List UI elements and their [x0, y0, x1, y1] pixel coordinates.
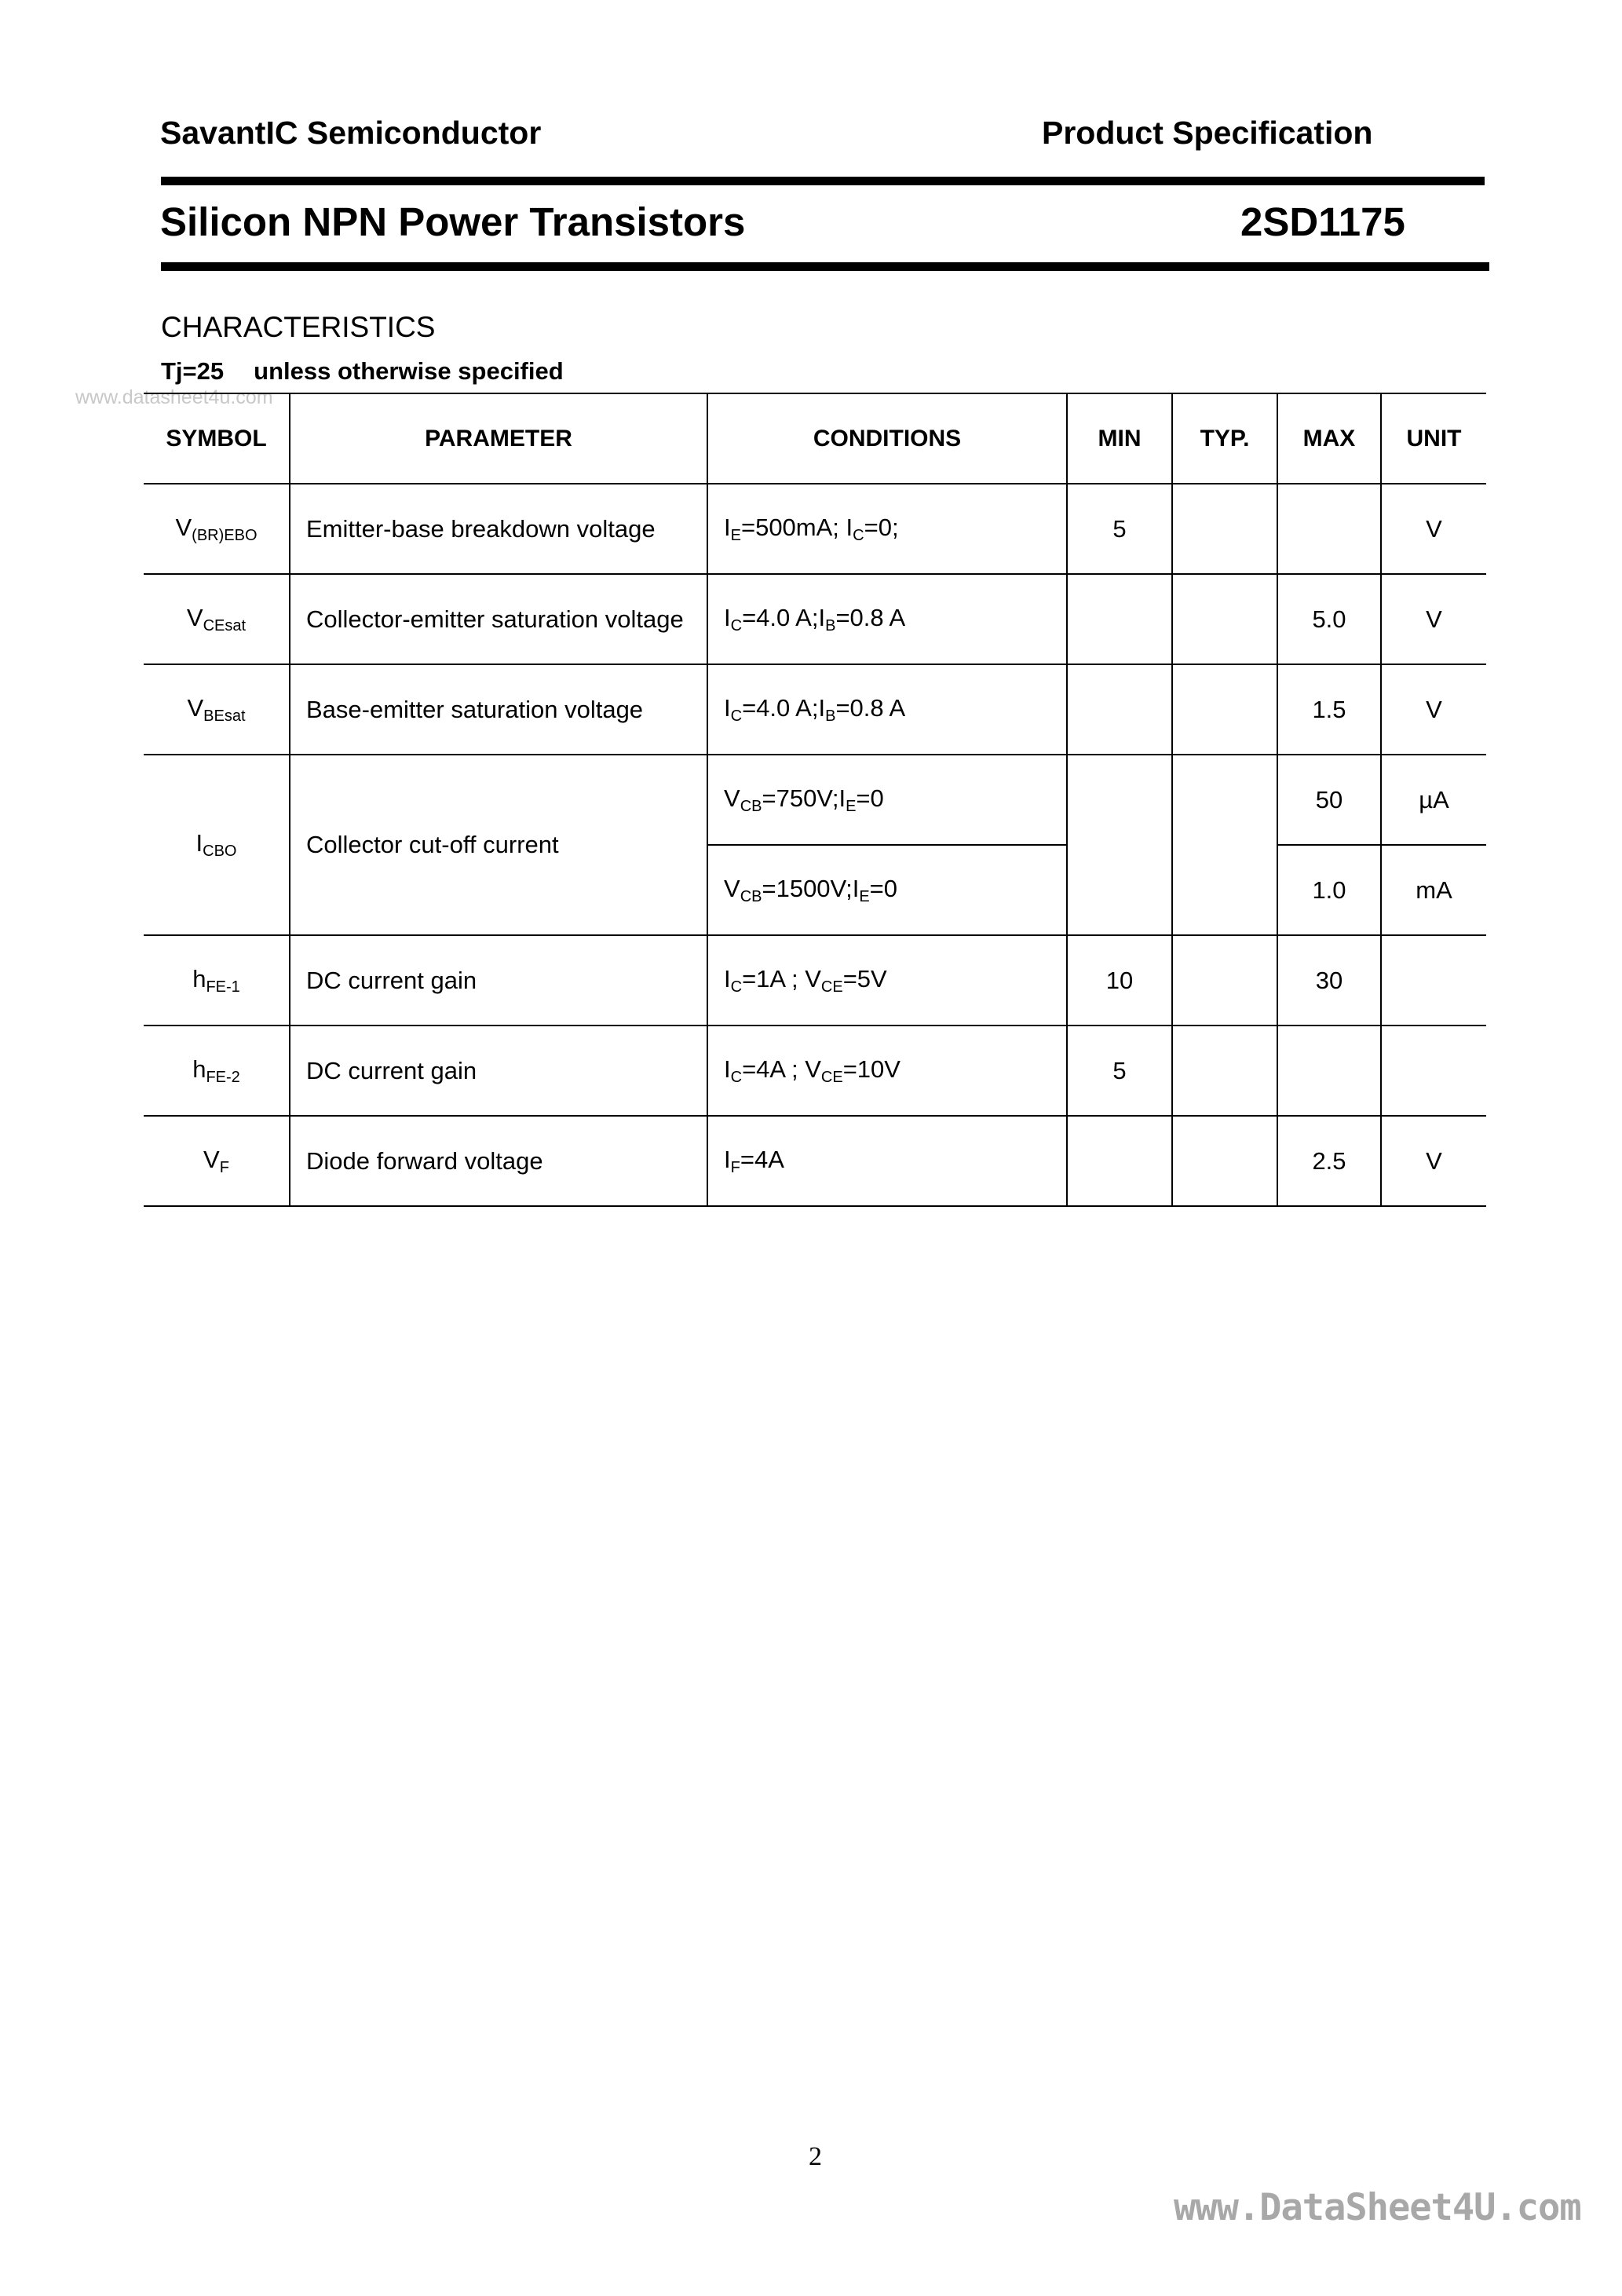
- unit-cell: mA: [1381, 845, 1486, 935]
- symbol-cell: $h_{FE-1}$: [144, 935, 290, 1026]
- unit-cell: [1381, 935, 1486, 1026]
- col-header-max: MAX: [1277, 393, 1381, 484]
- header-rule-top: [161, 177, 1485, 185]
- test-condition: [161, 357, 564, 386]
- table-row: [144, 1026, 1486, 1116]
- table-header-row: [144, 393, 1486, 484]
- conditions-cell: $I_C=4.0$ $A;I_B=0.8$ A: [707, 574, 1067, 664]
- unit-cell: µA: [1381, 755, 1486, 845]
- condition-temp: Tj=25: [161, 357, 225, 385]
- typ-cell: [1172, 755, 1277, 935]
- parameter-cell: DC current gain: [290, 935, 707, 1026]
- conditions-cell: $I_C=1A$ ; $V_{CE}=5V$: [707, 935, 1067, 1026]
- min-cell: 10: [1067, 935, 1172, 1026]
- max-cell: 1.5: [1277, 664, 1381, 755]
- col-header-min: MIN: [1067, 393, 1172, 484]
- typ-cell: [1172, 574, 1277, 664]
- typ-cell: [1172, 1116, 1277, 1206]
- typ-cell: [1172, 484, 1277, 574]
- symbol-cell: $h_{FE-2}$: [144, 1026, 290, 1116]
- max-cell: 50: [1277, 755, 1381, 845]
- unit-cell: V: [1381, 664, 1486, 755]
- parameter-cell: Collector cut-off current: [290, 755, 707, 935]
- watermark-small: www.datasheet4u.com: [75, 386, 273, 408]
- table-row: [144, 664, 1486, 755]
- symbol-cell: $V_F$: [144, 1116, 290, 1206]
- header-rule-bottom: [161, 262, 1489, 271]
- parameter-cell: DC current gain: [290, 1026, 707, 1116]
- max-cell: 30: [1277, 935, 1381, 1026]
- symbol-cell: $I_{CBO}$: [144, 755, 290, 935]
- conditions-cell: $V_{CB}=1500V;I_E=0$: [707, 845, 1067, 935]
- min-cell: [1067, 574, 1172, 664]
- col-header-typ: TYP.: [1172, 393, 1277, 484]
- min-cell: [1067, 1116, 1172, 1206]
- col-header-symbol: SYMBOL: [144, 393, 290, 484]
- min-cell: 5: [1067, 484, 1172, 574]
- watermark-large[interactable]: www.DataSheet4U.com: [1174, 2186, 1581, 2229]
- unit-cell: V: [1381, 484, 1486, 574]
- unit-cell: V: [1381, 574, 1486, 664]
- max-cell: 5.0: [1277, 574, 1381, 664]
- conditions-cell: $I_C=4.0$ $A;I_B=0.8$ A: [707, 664, 1067, 755]
- table-row: [144, 484, 1486, 574]
- conditions-cell: $I_F=4A$: [707, 1116, 1067, 1206]
- table-row: [144, 755, 1486, 845]
- min-cell: [1067, 755, 1172, 935]
- typ-cell: [1172, 935, 1277, 1026]
- min-cell: [1067, 664, 1172, 755]
- col-header-parameter: PARAMETER: [290, 393, 707, 484]
- max-cell: [1277, 1026, 1381, 1116]
- page-number: 2: [809, 2142, 822, 2171]
- table-row: [144, 574, 1486, 664]
- symbol-cell: $V_{BEsat}$: [144, 664, 290, 755]
- max-cell: 2.5: [1277, 1116, 1381, 1206]
- parameter-cell: Collector-emitter saturation voltage: [290, 574, 707, 664]
- table-row: [144, 935, 1486, 1026]
- typ-cell: [1172, 1026, 1277, 1116]
- document-title: Silicon NPN Power Transistors: [160, 199, 746, 244]
- symbol-cell: $V_{CEsat}$: [144, 574, 290, 664]
- conditions-cell: $V_{CB}=750V;I_E=0$: [707, 755, 1067, 845]
- parameter-cell: Diode forward voltage: [290, 1116, 707, 1206]
- part-number: 2SD1175: [1240, 199, 1405, 244]
- col-header-unit: UNIT: [1381, 393, 1486, 484]
- conditions-cell: $I_E=500mA$; $I_C=0$;: [707, 484, 1067, 574]
- symbol-cell: $V_{(BR)EBO}$: [144, 484, 290, 574]
- parameter-cell: Base-emitter saturation voltage: [290, 664, 707, 755]
- conditions-cell: $I_C=4A$ ; $V_{CE}=10V$: [707, 1026, 1067, 1116]
- max-cell: 1.0: [1277, 845, 1381, 935]
- parameter-cell: Emitter-base breakdown voltage: [290, 484, 707, 574]
- col-header-conditions: CONDITIONS: [707, 393, 1067, 484]
- min-cell: 5: [1067, 1026, 1172, 1116]
- table-row: [144, 1116, 1486, 1206]
- company-name: SavantIC Semiconductor: [160, 115, 542, 151]
- max-cell: [1277, 484, 1381, 574]
- unit-cell: [1381, 1026, 1486, 1116]
- typ-cell: [1172, 664, 1277, 755]
- section-title: CHARACTERISTICS: [161, 311, 436, 343]
- condition-note: unless otherwise specified: [254, 357, 564, 385]
- characteristics-table: [144, 393, 1486, 1207]
- spec-label: Product Specification: [1042, 115, 1373, 151]
- unit-cell: V: [1381, 1116, 1486, 1206]
